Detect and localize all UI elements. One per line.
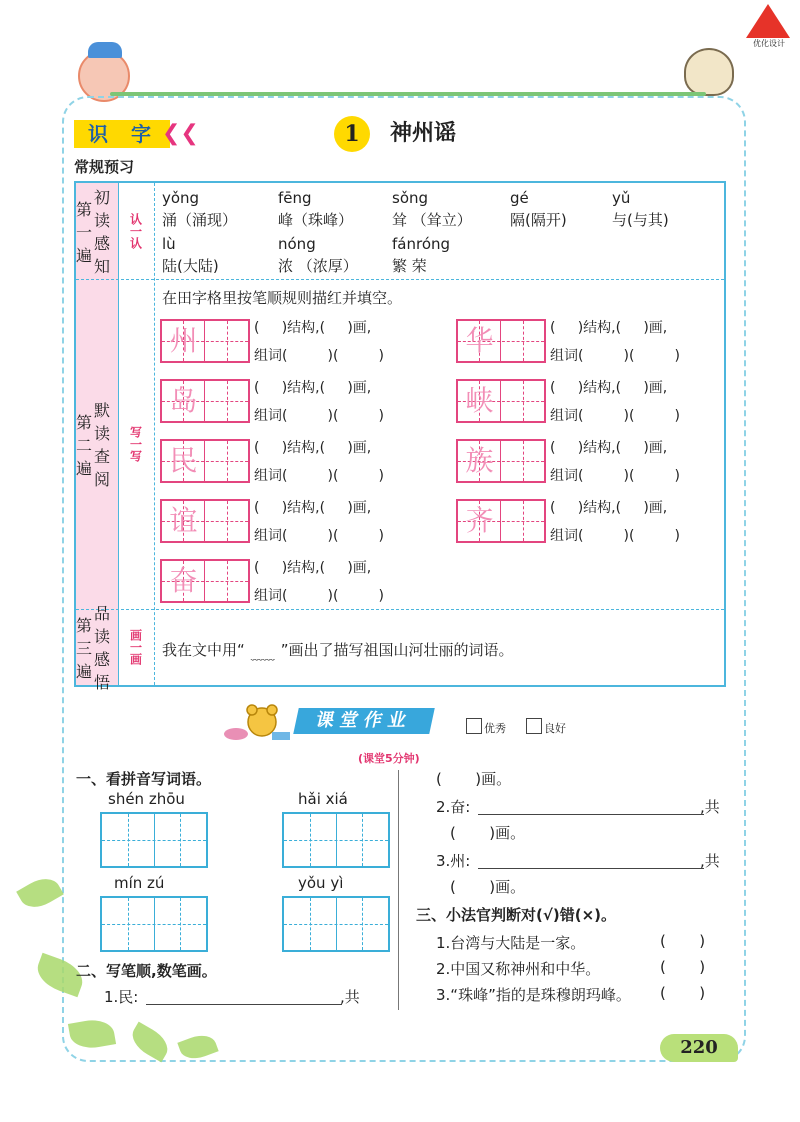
stroke-count-answer: ( )画。: [450, 878, 526, 896]
vocab-pinyin: sǒng: [392, 189, 429, 207]
fill-structure: ( )结构,( )画,: [254, 440, 372, 456]
category-label: 识 字: [74, 120, 170, 148]
trace-char: 州: [169, 324, 198, 357]
question-3: 三、小法官判断对(√)错(×)。: [416, 906, 616, 924]
vocab-word: 繁 荣: [392, 257, 427, 275]
vocab-pinyin: yǔ: [612, 189, 631, 207]
row1-action: 认一认: [128, 213, 143, 249]
row2-label: 第二遍 默读查阅: [76, 401, 111, 489]
fill-words: 组词( )( ): [550, 468, 680, 484]
bear-mascot-icon: [222, 704, 292, 744]
good-checkbox[interactable]: [526, 718, 542, 734]
pinyin-prompt: shén zhōu: [108, 790, 185, 808]
vocab-pinyin: nóng: [278, 235, 316, 253]
mark-instruction: 我在文中用“ ﹏﹏ ”画出了描写祖国山河壮丽的词语。: [162, 641, 514, 662]
writing-grid[interactable]: [282, 812, 390, 868]
answer-line[interactable]: [478, 868, 704, 869]
trace-grid[interactable]: [160, 499, 250, 543]
stroke-count-label: ,共: [700, 852, 720, 870]
publisher-logo-icon: [746, 4, 790, 38]
judge-answer[interactable]: ( ): [660, 932, 706, 950]
row3-action: 画一画: [128, 629, 143, 665]
trace-char: 奋: [169, 564, 198, 597]
vocab-word: 陆(大陆): [162, 257, 219, 275]
publisher-logo-text: 优化设计: [753, 39, 785, 48]
fill-words: 组词( )( ): [550, 408, 680, 424]
question-1: 一、看拼音写词语。: [76, 770, 212, 788]
pinyin-prompt: mín zú: [114, 874, 165, 892]
trace-char: 民: [169, 444, 198, 477]
judge-item: 3.“珠峰”指的是珠穆朗玛峰。: [436, 986, 631, 1004]
vocab-pinyin: lù: [162, 235, 176, 253]
leaf-icon: [16, 872, 64, 915]
stroke-count-answer: ( )画。: [436, 770, 512, 788]
trace-grid[interactable]: [456, 439, 546, 483]
trace-grid[interactable]: [160, 439, 250, 483]
fill-structure: ( )结构,( )画,: [550, 380, 668, 396]
vocab-word: 涌（涌现）: [162, 211, 238, 229]
stroke-item: 3.州:: [436, 852, 471, 870]
trace-grid[interactable]: [160, 559, 250, 603]
lesson-number: 1: [334, 116, 370, 152]
trace-char: 齐: [465, 504, 494, 537]
excellent-checkbox[interactable]: [466, 718, 482, 734]
stroke-item: 1.民:: [104, 988, 139, 1006]
trace-char: 峡: [465, 384, 494, 417]
fill-words: 组词( )( ): [550, 348, 680, 364]
vocab-word: 隔(隔开): [510, 211, 567, 229]
lesson-title: 神州谣: [390, 121, 457, 146]
fill-structure: ( )结构,( )画,: [254, 560, 372, 576]
double-chevron-icon: ❮❮: [162, 121, 199, 146]
stroke-count-answer: ( )画。: [450, 824, 526, 842]
fill-structure: ( )结构,( )画,: [254, 320, 372, 336]
fill-words: 组词( )( ): [254, 588, 384, 604]
question-2: 二、写笔顺,数笔画。: [76, 962, 217, 980]
fill-structure: ( )结构,( )画,: [550, 440, 668, 456]
trace-grid[interactable]: [160, 379, 250, 423]
answer-line[interactable]: [478, 814, 704, 815]
row3-label: 第三遍 品读感悟: [76, 604, 111, 692]
answer-line[interactable]: [146, 1004, 342, 1005]
fill-words: 组词( )( ): [254, 468, 384, 484]
instruction-text: 在田字格里按笔顺规则描红并填空。: [162, 289, 403, 307]
section-title: 常规预习: [74, 158, 135, 176]
homework-time: (课堂5分钟): [358, 752, 420, 765]
vocab-pinyin: yǒng: [162, 189, 200, 207]
good-label: 良好: [544, 722, 566, 735]
judge-item: 1.台湾与大陆是一家。: [436, 934, 586, 952]
vocab-pinyin: fēng: [278, 189, 312, 207]
pinyin-prompt: hǎi xiá: [298, 790, 348, 808]
vocab-word: 浓 （浓厚）: [278, 257, 358, 275]
vocab-word: 与(与其): [612, 211, 669, 229]
fill-words: 组词( )( ): [254, 348, 384, 364]
trace-grid[interactable]: [160, 319, 250, 363]
trace-char: 华: [465, 324, 494, 357]
fill-structure: ( )结构,( )画,: [550, 500, 668, 516]
fill-words: 组词( )( ): [254, 528, 384, 544]
judge-item: 2.中国又称神州和中华。: [436, 960, 601, 978]
column-divider: [398, 770, 399, 1010]
row2-action: 写一写: [128, 426, 143, 462]
stroke-item: 2.奋:: [436, 798, 471, 816]
page-number: 220: [660, 1034, 738, 1062]
trace-char: 族: [465, 444, 494, 477]
preview-table: [74, 181, 726, 692]
trace-char: 岛: [169, 384, 198, 417]
stroke-count-label: ,共: [340, 988, 360, 1006]
writing-grid[interactable]: [100, 896, 208, 952]
vocab-word: 耸 （耸立）: [392, 211, 472, 229]
trace-grid[interactable]: [456, 319, 546, 363]
vocab-pinyin: fánróng: [392, 235, 451, 253]
trace-char: 谊: [169, 504, 198, 537]
excellent-label: 优秀: [484, 722, 506, 735]
fill-words: 组词( )( ): [550, 528, 680, 544]
trace-grid[interactable]: [456, 379, 546, 423]
fill-structure: ( )结构,( )画,: [550, 320, 668, 336]
fill-structure: ( )结构,( )画,: [254, 500, 372, 516]
writing-grid[interactable]: [282, 896, 390, 952]
row1-label: 第一遍 初读感知: [76, 188, 111, 276]
right-mascot-icon: [684, 48, 734, 96]
vocab-word: 峰（珠峰）: [278, 211, 354, 229]
trace-grid[interactable]: [456, 499, 546, 543]
fill-structure: ( )结构,( )画,: [254, 380, 372, 396]
homework-banner: 课堂作业: [293, 708, 435, 734]
fill-words: 组词( )( ): [254, 408, 384, 424]
writing-grid[interactable]: [100, 812, 208, 868]
stroke-count-label: ,共: [700, 798, 720, 816]
pinyin-prompt: yǒu yì: [298, 874, 344, 892]
vocab-pinyin: gé: [510, 189, 529, 207]
judge-answer[interactable]: ( ): [660, 958, 706, 976]
judge-answer[interactable]: ( ): [660, 984, 706, 1002]
wavy-underline-icon: ﹏﹏: [250, 648, 275, 662]
